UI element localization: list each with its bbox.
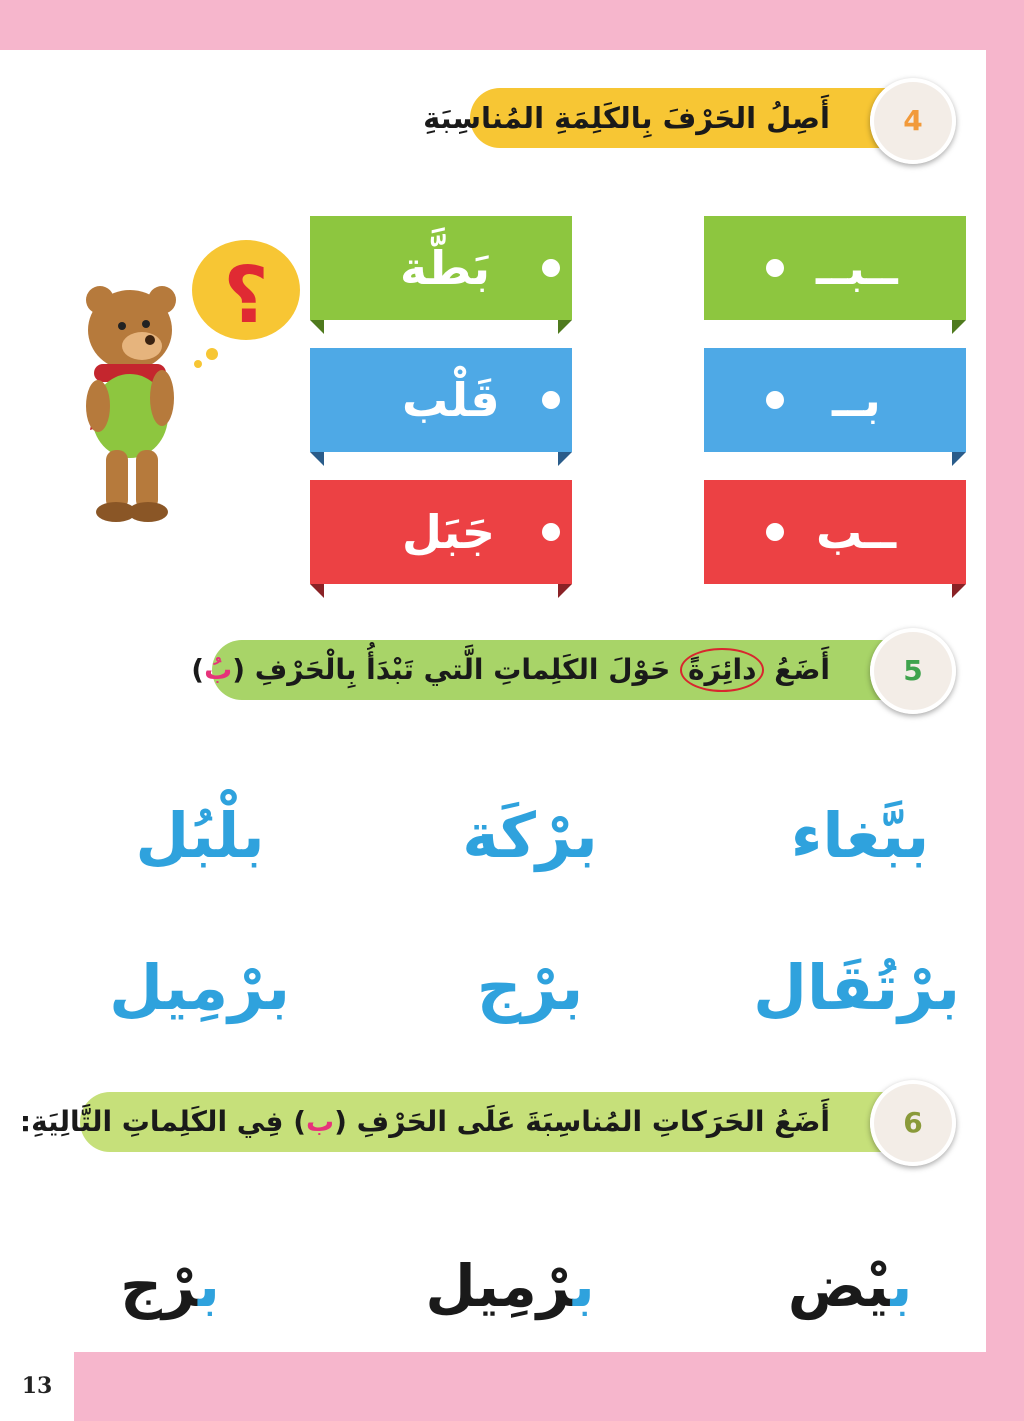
bottom-frame-band [0, 1352, 1024, 1421]
card-letter-text: ــب [816, 505, 897, 559]
page-number: 13 [21, 1373, 53, 1399]
section4-number: 4 [903, 104, 923, 137]
match-card-word-1[interactable] [310, 216, 572, 320]
vowel-word-rest: رْج [120, 1252, 199, 1320]
circle-word[interactable]: ببَّغاء [790, 799, 930, 872]
section5-title [191, 640, 830, 700]
vowel-word[interactable] [110, 1246, 230, 1326]
vowel-word-lead-letter: ب [572, 1252, 595, 1320]
card-dot[interactable] [542, 259, 560, 277]
vowel-word-lead-letter: ب [890, 1252, 913, 1320]
vowel-word-rest: رْمِيل [425, 1252, 573, 1320]
section5-title-before: أَضَعُ [774, 653, 830, 686]
circle-word[interactable]: برْمِيل [109, 951, 290, 1024]
vowel-word-lead-letter: ب [198, 1252, 220, 1320]
section5-title-close: ) [191, 653, 205, 686]
section5-title-letter: بُ [204, 653, 233, 686]
vowel-word[interactable] [770, 1246, 930, 1326]
section4-number-badge [870, 78, 956, 164]
card-dot[interactable] [542, 391, 560, 409]
section6-title-letter: ب [306, 1105, 335, 1138]
section6-number-badge [870, 1080, 956, 1166]
section5-number-badge [870, 628, 956, 714]
match-card-letter-3[interactable] [704, 480, 966, 584]
vowel-word[interactable] [420, 1246, 600, 1326]
card-word-text: قَلْب [402, 373, 500, 427]
card-dot[interactable] [766, 259, 784, 277]
card-word-text: بَطَّة [400, 241, 490, 295]
circle-word[interactable]: برْج [476, 951, 584, 1024]
section6-title-after: ) فِي الكَلِماتِ التَّالِيَةِ: [19, 1105, 306, 1138]
card-dot[interactable] [542, 523, 560, 541]
match-card-letter-1[interactable] [704, 216, 966, 320]
section5-title-after: حَوْلَ الكَلِماتِ الَّتي تَبْدَأُ بِالْحَرْفِ ( [232, 653, 671, 686]
section5-title-circled: دائِرَةً [680, 648, 764, 692]
section5-header-bar [191, 640, 940, 700]
card-dot[interactable] [766, 391, 784, 409]
section4-title: أَصِلُ الحَرْفَ بِالكَلِمَةِ المُناسِبَةِ [423, 101, 830, 135]
bear-mascot-icon [70, 230, 310, 550]
card-letter-text: بــ [832, 373, 881, 427]
card-letter-text: ــبــ [816, 241, 898, 295]
circle-word[interactable]: بلْبُل [135, 799, 265, 872]
section6-title [20, 1092, 830, 1152]
svg-text:؟: ؟ [223, 251, 269, 341]
section6-number: 6 [903, 1106, 923, 1139]
top-frame-band [0, 0, 1024, 50]
vowel-word-rest: يْض [787, 1252, 891, 1320]
circle-word[interactable]: برْتُقَال [753, 951, 960, 1024]
match-card-letter-2[interactable] [704, 348, 966, 452]
right-frame-band [986, 0, 1024, 1421]
section6-title-before: أَضَعُ الحَرَكاتِ المُناسِبَةَ عَلَى الحَرْفِ ( [334, 1105, 830, 1138]
match-card-word-3[interactable] [310, 480, 572, 584]
card-word-text: جَبَل [402, 505, 495, 559]
section6-header-bar [19, 1092, 940, 1152]
match-card-word-2[interactable] [310, 348, 572, 452]
section5-number: 5 [903, 654, 923, 687]
card-dot[interactable] [766, 523, 784, 541]
circle-word[interactable]: برْكَة [462, 799, 598, 872]
